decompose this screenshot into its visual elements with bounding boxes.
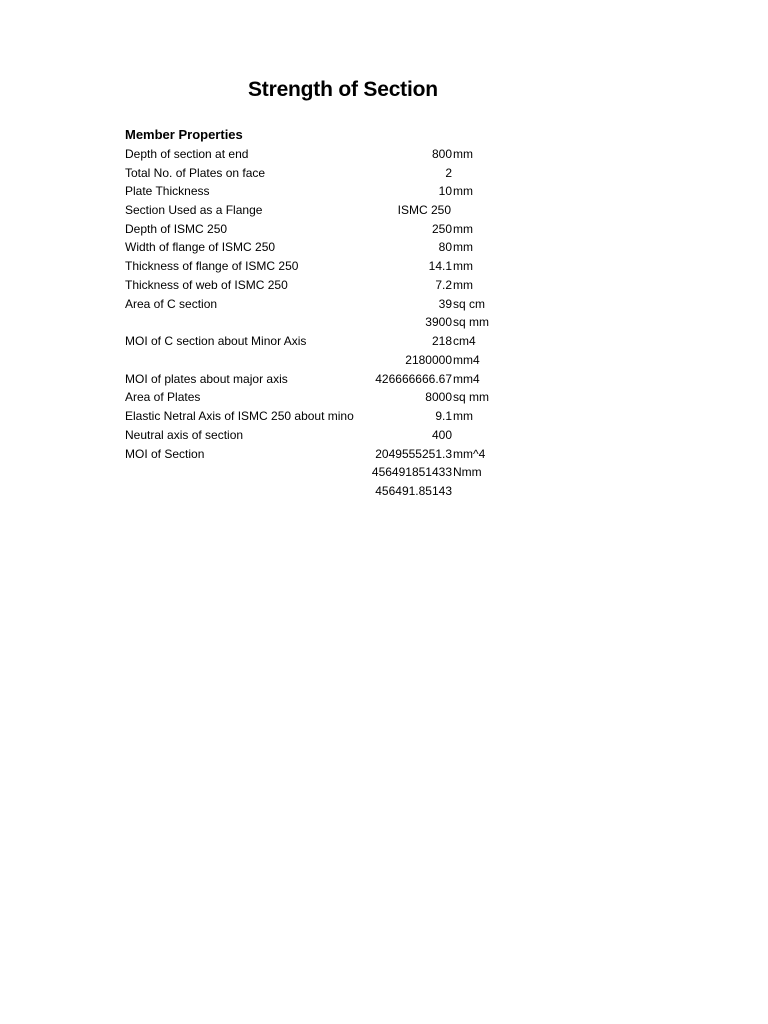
property-value: 14.1 <box>428 259 452 273</box>
property-unit: sq mm <box>453 315 489 329</box>
property-label: Thickness of web of ISMC 250 <box>125 278 288 292</box>
property-row <box>0 388 768 406</box>
property-row <box>0 463 768 481</box>
property-row <box>0 482 768 500</box>
property-value: 7.2 <box>435 278 452 292</box>
page-title: Strength of Section <box>248 78 438 101</box>
property-unit: mm <box>453 184 473 198</box>
property-row <box>0 164 768 182</box>
property-row <box>0 145 768 163</box>
property-label: Area of C section <box>125 297 218 311</box>
property-label: MOI of C section about Minor Axis <box>125 334 307 348</box>
property-label: Thickness of flange of ISMC 250 <box>125 259 299 273</box>
property-unit: mm <box>453 222 473 236</box>
property-unit: sq cm <box>453 297 486 311</box>
property-row <box>0 276 768 294</box>
property-row <box>0 370 768 388</box>
property-value: 10 <box>438 184 452 198</box>
property-label: Area of Plates <box>125 390 201 404</box>
property-unit: sq mm <box>453 390 489 404</box>
property-row <box>0 313 768 331</box>
property-row <box>0 257 768 275</box>
property-row <box>0 182 768 200</box>
property-label: Neutral axis of section <box>125 428 244 442</box>
property-unit: mm <box>453 278 473 292</box>
property-unit: mm <box>453 259 473 273</box>
property-label: Width of flange of ISMC 250 <box>125 240 276 254</box>
property-value: 456491.85143 <box>375 484 452 498</box>
property-value: 2180000 <box>405 353 452 367</box>
property-value: 400 <box>431 428 452 442</box>
property-label: MOI of plates about major axis <box>125 372 288 386</box>
property-value: 2049555251.3 <box>375 447 452 461</box>
section-heading: Member Properties <box>125 127 243 142</box>
property-label: Total No. of Plates on face <box>125 166 266 180</box>
property-unit: mm <box>453 409 473 423</box>
property-label: Plate Thickness <box>125 184 210 198</box>
property-row <box>0 201 768 219</box>
property-row <box>0 332 768 350</box>
property-value: 426666666.67 <box>375 372 452 386</box>
property-unit: cm4 <box>453 334 476 348</box>
property-row <box>0 407 768 425</box>
property-unit: mm4 <box>453 353 480 367</box>
property-unit: Nmm <box>453 465 482 479</box>
property-row <box>0 445 768 463</box>
property-label: Section Used as a Flange <box>125 203 263 217</box>
property-unit: mm^4 <box>453 447 486 461</box>
property-value: 250 <box>431 222 452 236</box>
property-label: Depth of ISMC 250 <box>125 222 228 236</box>
property-unit: mm <box>453 147 473 161</box>
property-label: Elastic Netral Axis of ISMC 250 about mino <box>125 409 354 423</box>
property-label: MOI of Section <box>125 447 205 461</box>
property-unit: mm <box>453 240 473 254</box>
property-value: 2 <box>445 166 452 180</box>
property-value: 80 <box>438 240 452 254</box>
property-row <box>0 220 768 238</box>
property-value: 9.1 <box>435 409 452 423</box>
property-value: 8000 <box>425 390 452 404</box>
property-row <box>0 426 768 444</box>
property-label: Depth of section at end <box>125 147 249 161</box>
property-value: 456491851433 <box>371 465 452 479</box>
property-value: 39 <box>438 297 452 311</box>
property-value: 218 <box>431 334 452 348</box>
property-value: 3900 <box>425 315 452 329</box>
property-row <box>0 238 768 256</box>
property-value: ISMC 250 <box>397 203 451 217</box>
property-row <box>0 295 768 313</box>
property-row <box>0 351 768 369</box>
property-unit: mm4 <box>453 372 480 386</box>
property-value: 800 <box>431 147 452 161</box>
